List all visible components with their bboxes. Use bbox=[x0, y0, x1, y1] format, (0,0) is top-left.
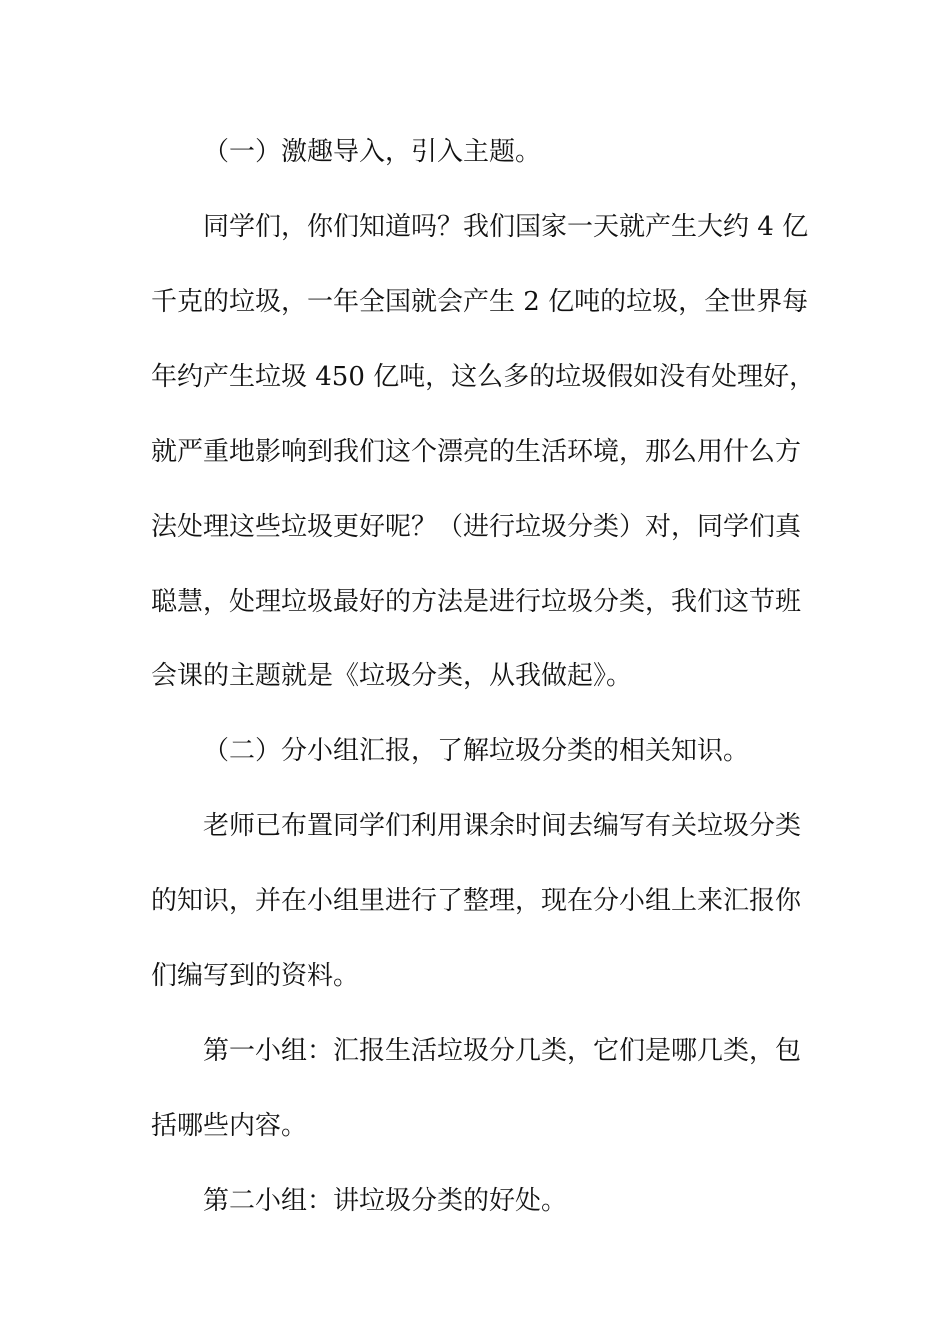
paragraph-line: 就严重地影响到我们这个漂亮的生活环境，那么用什么方 bbox=[151, 437, 802, 467]
paragraph-line: 括哪些内容。 bbox=[151, 1111, 308, 1141]
section-heading-1: （一）激趣导入，引入主题。 bbox=[203, 137, 542, 167]
paragraph-line: 们编写到的资料。 bbox=[151, 961, 360, 991]
paragraph-line: 第二小组：讲垃圾分类的好处。 bbox=[203, 1186, 568, 1216]
paragraph-line: 年约产生垃圾 450 亿吨，这么多的垃圾假如没有处理好， bbox=[151, 362, 816, 392]
paragraph-line: 的知识，并在小组里进行了整理，现在分小组上来汇报你 bbox=[151, 886, 802, 916]
paragraph-line: 法处理这些垃圾更好呢？（进行垃圾分类）对，同学们真 bbox=[151, 512, 802, 542]
paragraph-line: 聪慧，处理垃圾最好的方法是进行垃圾分类，我们这节班 bbox=[151, 587, 802, 617]
paragraph-line: 千克的垃圾，一年全国就会产生 2 亿吨的垃圾，全世界每 bbox=[151, 287, 809, 317]
paragraph-line: 老师已布置同学们利用课余时间去编写有关垃圾分类 bbox=[203, 811, 802, 841]
paragraph-line: 会课的主题就是《垃圾分类，从我做起》。 bbox=[151, 661, 633, 691]
paragraph-line: 同学们，你们知道吗？我们国家一天就产生大约 4 亿 bbox=[203, 212, 809, 242]
paragraph-line: 第一小组：汇报生活垃圾分几类，它们是哪几类，包 bbox=[203, 1036, 802, 1066]
section-heading-2: （二）分小组汇报，了解垃圾分类的相关知识。 bbox=[203, 736, 750, 766]
